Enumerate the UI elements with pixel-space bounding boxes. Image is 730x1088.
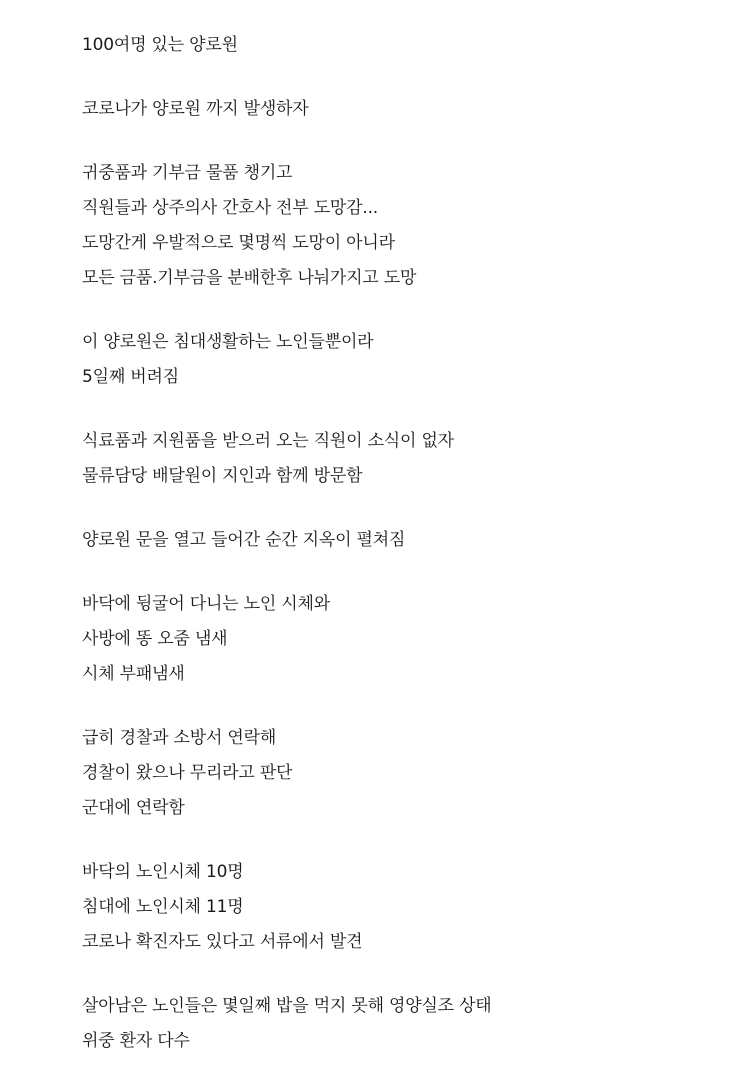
text-line: 코로나가 양로원 까지 발생하자 — [82, 99, 309, 119]
text-line: 식료품과 지원품을 받으러 오는 직원이 소식이 없자 — [82, 431, 454, 451]
text-line: 100여명 있는 양로원 — [82, 35, 238, 55]
text-line: 모든 금품.기부금을 분배한후 나눠가지고 도망 — [82, 268, 417, 288]
text-line: 도망간게 우발적으로 몇명씩 도망이 아니라 — [82, 233, 395, 253]
text-line: 물류담당 배달원이 지인과 함께 방문함 — [82, 466, 363, 486]
paragraph — [82, 92, 710, 127]
text-line: 군대에 연락함 — [82, 798, 185, 818]
paragraph — [82, 424, 710, 494]
paragraph — [82, 523, 710, 558]
text-line: 바닥에 뒹굴어 다니는 노인 시체와 — [82, 594, 330, 614]
paragraph — [82, 721, 710, 826]
paragraph — [82, 325, 710, 395]
paragraph — [82, 156, 710, 296]
text-line: 직원들과 상주의사 간호사 전부 도망감... — [82, 198, 378, 218]
text-line: 사방에 똥 오줌 냄새 — [82, 629, 228, 649]
paragraph — [82, 989, 710, 1059]
text-line: 바닥의 노인시체 10명 — [82, 862, 244, 882]
text-line: 침대에 노인시체 11명 — [82, 897, 244, 917]
paragraph — [82, 855, 710, 960]
text-line: 5일째 버려짐 — [82, 367, 179, 387]
text-line: 이 양로원은 침대생활하는 노인들뿐이라 — [82, 332, 374, 352]
paragraph — [82, 587, 710, 692]
text-line: 시체 부패냄새 — [82, 664, 185, 684]
text-line: 경찰이 왔으나 무리라고 판단 — [82, 763, 293, 783]
paragraph — [82, 28, 710, 63]
text-line: 코로나 확진자도 있다고 서류에서 발견 — [82, 932, 363, 952]
text-line: 양로원 문을 열고 들어간 순간 지옥이 펼쳐짐 — [82, 530, 406, 550]
text-line: 귀중품과 기부금 물품 챙기고 — [82, 163, 293, 183]
text-line: 위중 환자 다수 — [82, 1031, 190, 1051]
document-body — [82, 28, 710, 1088]
text-line: 급히 경찰과 소방서 연락해 — [82, 728, 277, 748]
text-line: 살아남은 노인들은 몇일째 밥을 먹지 못해 영양실조 상태 — [82, 996, 492, 1016]
